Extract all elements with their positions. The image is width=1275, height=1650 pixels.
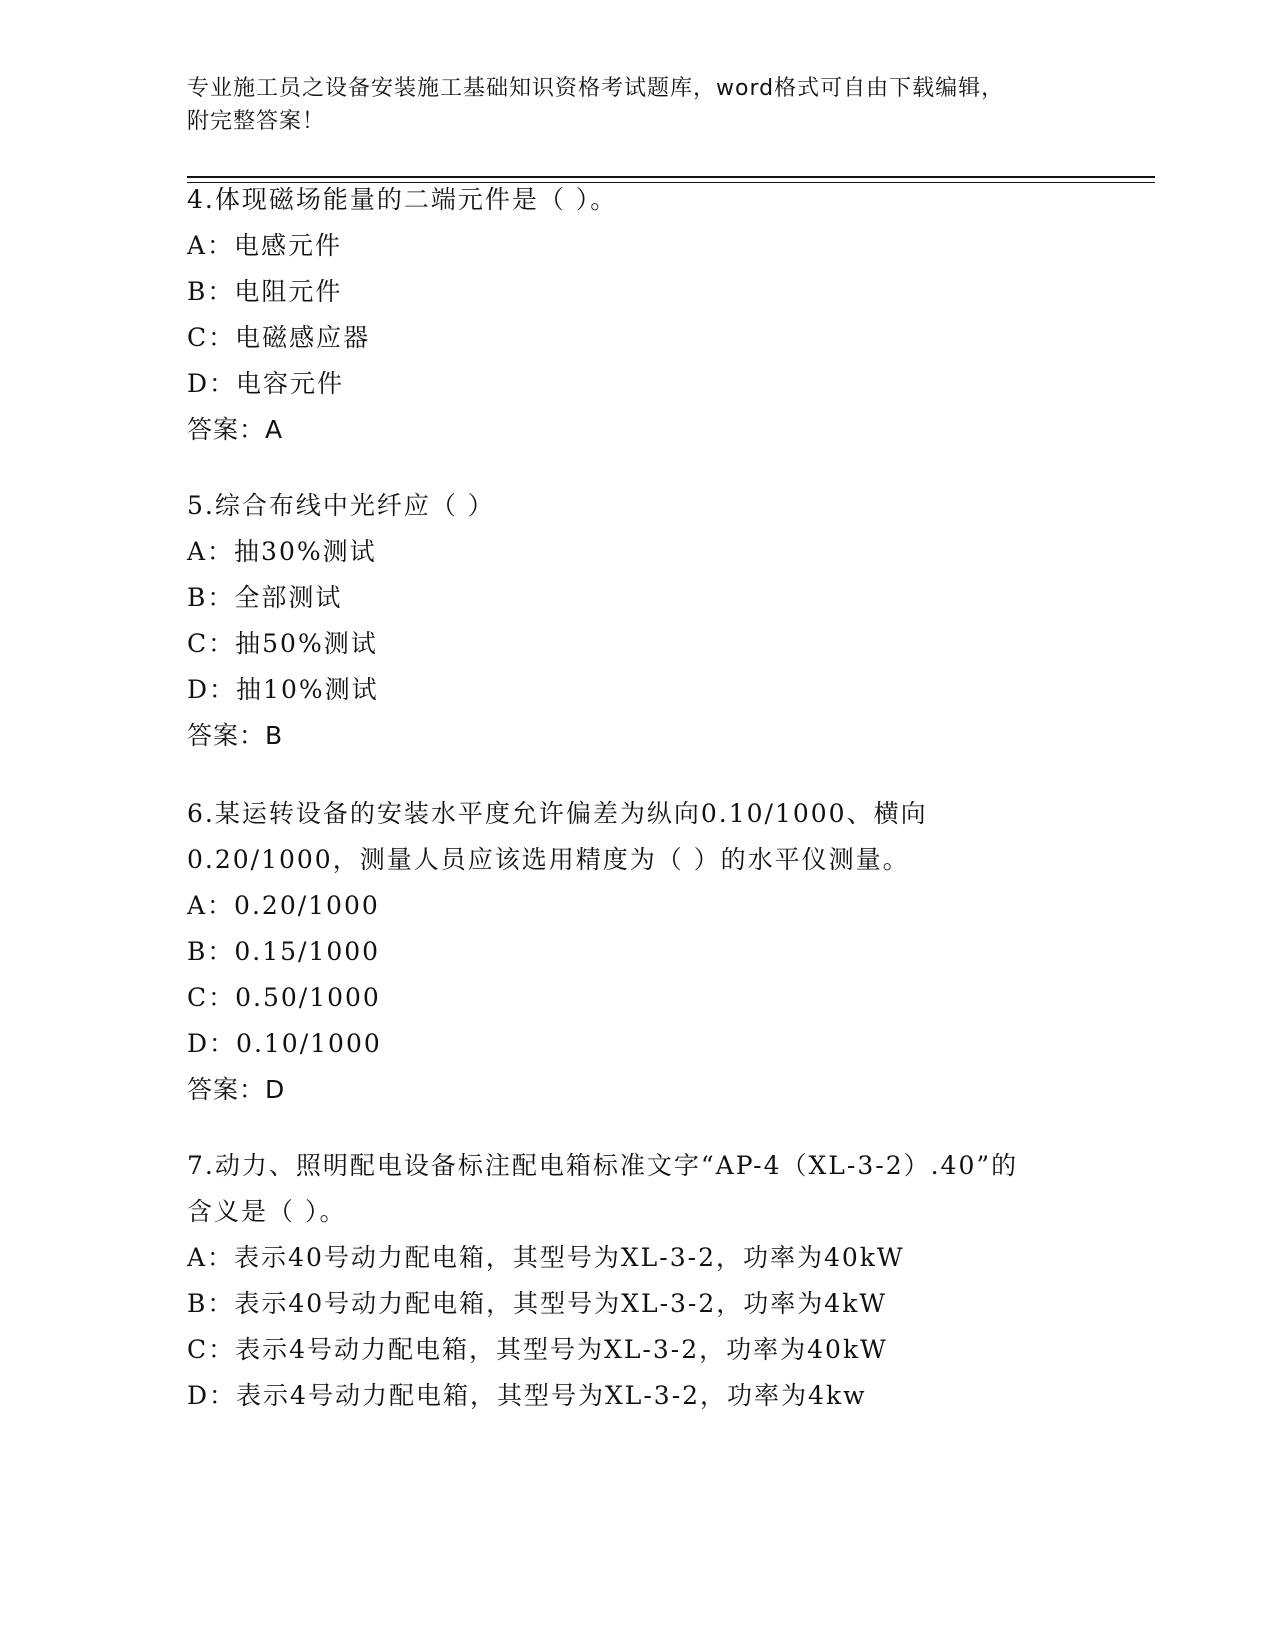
answer: 答案：D bbox=[187, 1075, 286, 1104]
option-a: A：电感元件 bbox=[187, 231, 343, 260]
header-line-2: 附完整答案！ bbox=[187, 109, 326, 134]
option-c: C：电磁感应器 bbox=[187, 323, 371, 352]
question-stem: 4.体现磁场能量的二端元件是（ ）。 bbox=[187, 185, 618, 214]
question-stem-line-2: 0.20/1000，测量人员应该选用精度为（ ）的水平仪测量。 bbox=[187, 845, 910, 874]
option-b: B：全部测试 bbox=[187, 583, 343, 612]
option-a: A：0.20/1000 bbox=[187, 891, 380, 920]
answer: 答案：A bbox=[187, 415, 284, 444]
question-stem-line-1: 6.某运转设备的安装水平度允许偏差为纵向0.10/1000、横向 bbox=[187, 799, 928, 828]
option-c: C：0.50/1000 bbox=[187, 983, 381, 1012]
document-header bbox=[187, 72, 1087, 138]
question-4 bbox=[187, 177, 1107, 453]
header-line-1: 专业施工员之设备安装施工基础知识资格考试题库，word格式可自由下载编辑， bbox=[187, 76, 1005, 101]
option-a: A：表示40号动力配电箱，其型号为XL-3-2，功率为40kW bbox=[187, 1243, 905, 1272]
option-b: B：0.15/1000 bbox=[187, 937, 381, 966]
question-stem: 5.综合布线中光纤应（ ） bbox=[187, 491, 495, 520]
answer: 答案：B bbox=[187, 721, 284, 750]
option-b: B：表示40号动力配电箱，其型号为XL-3-2，功率为4kW bbox=[187, 1289, 888, 1318]
question-stem-line-2: 含义是（ ）。 bbox=[187, 1197, 347, 1226]
option-d: D：电容元件 bbox=[187, 369, 345, 398]
option-d: D：表示4号动力配电箱，其型号为XL-3-2，功率为4kw bbox=[187, 1381, 867, 1410]
question-6 bbox=[187, 791, 1107, 1113]
option-d: D：抽10%测试 bbox=[187, 675, 379, 704]
option-a: A：抽30%测试 bbox=[187, 537, 377, 566]
option-c: C：表示4号动力配电箱，其型号为XL-3-2，功率为40kW bbox=[187, 1335, 888, 1364]
option-d: D：0.10/1000 bbox=[187, 1029, 382, 1058]
option-b: B：电阻元件 bbox=[187, 277, 343, 306]
question-stem-line-1: 7.动力、照明配电设备标注配电箱标准文字“AP-4（XL-3-2）.40”的 bbox=[187, 1151, 1019, 1180]
question-7 bbox=[187, 1143, 1107, 1419]
option-c: C：抽50%测试 bbox=[187, 629, 378, 658]
question-5 bbox=[187, 483, 1107, 759]
